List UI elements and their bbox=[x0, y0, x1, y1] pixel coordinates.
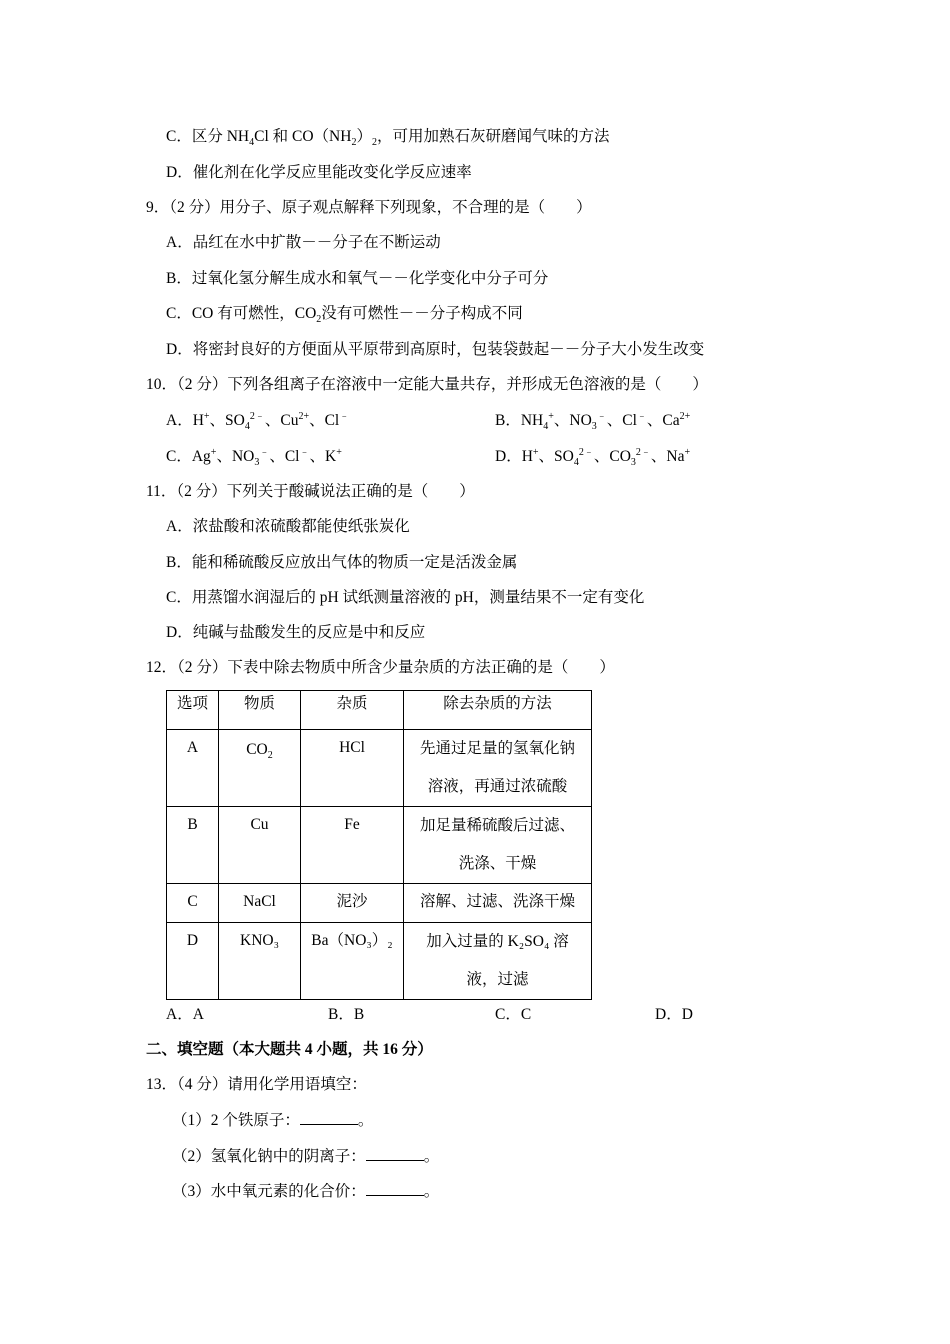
q9-option-a: A．品红在水中扩散－－分子在不断运动 bbox=[166, 234, 441, 251]
answer-blank[interactable] bbox=[366, 1181, 424, 1196]
section-heading: 二、填空题（本大题共 4 小题，共 16 分） bbox=[146, 1041, 433, 1058]
q13-part-2: （2）氢氧化钠中的阴离子： 。 bbox=[172, 1148, 440, 1165]
q12-option-c: C．C bbox=[495, 1006, 532, 1023]
table-row: A $CO_2$ HCl 先通过足量的氢氧化钠 溶液，再通过浓硫酸 bbox=[167, 730, 592, 807]
answer-blank[interactable] bbox=[366, 1146, 424, 1161]
answer-blank[interactable] bbox=[300, 1110, 358, 1125]
q10-option-d: D．H+、$SO_4^{2﹣}$、$CO_3^{2﹣}$、Na+ bbox=[495, 446, 691, 469]
q8-option-c: C．区分 $NH_4Cl$ 和 $CO(NH_2)_2$，可用加熟石灰研磨闻气味的方法 bbox=[166, 128, 610, 149]
q12-option-a: A．A bbox=[166, 1006, 204, 1023]
q12-table bbox=[166, 690, 592, 1000]
table-header: 选项 bbox=[167, 691, 219, 730]
q9-option-b: B．过氧化氢分解生成水和氧气－－化学变化中分子可分 bbox=[166, 270, 549, 287]
q12-option-b: B．B bbox=[328, 1006, 365, 1023]
table-row: B Cu Fe 加足量稀硫酸后过滤、 洗涤、干燥 bbox=[167, 807, 592, 884]
table-header: 杂质 bbox=[301, 691, 404, 730]
q9-option-d: D．将密封良好的方便面从平原带到高原时，包装袋鼓起－－分子大小发生改变 bbox=[166, 341, 705, 358]
q8-option-d: D．催化剂在化学反应里能改变化学反应速率 bbox=[166, 164, 472, 181]
table-row: D KNO₃ Ba（NO₃）₂ 加入过量的 K₂SO₄ 溶 液，过滤 bbox=[167, 923, 592, 1000]
q13-part-3: （3）水中氧元素的化合价： 。 bbox=[172, 1183, 440, 1200]
q10-option-a: A．H+、$SO_4^{2﹣}$、$Cu^{2+}$、Cl﹣ bbox=[166, 410, 350, 433]
q11-option-b: B．能和稀硫酸反应放出气体的物质一定是活泼金属 bbox=[166, 554, 518, 571]
q9-option-c: C．CO 有可燃性，$CO_2$没有可燃性－－分子构成不同 bbox=[166, 305, 523, 326]
q10-option-c: C．Ag+、$NO_3^﹣$、Cl﹣、K+ bbox=[166, 446, 342, 469]
q12-stem: 12．（2 分）下表中除去物质中所含少量杂质的方法正确的是（ ） bbox=[146, 659, 615, 676]
table-header: 除去杂质的方法 bbox=[404, 691, 592, 730]
q12-option-d: D．D bbox=[655, 1006, 693, 1023]
q13-part-1: （1）2 个铁原子： 。 bbox=[172, 1112, 374, 1129]
table-row: C NaCl 泥沙 溶解、过滤、洗涤干燥 bbox=[167, 884, 592, 923]
q11-option-a: A．浓盐酸和浓硫酸都能使纸张炭化 bbox=[166, 518, 410, 535]
table-header: 物质 bbox=[219, 691, 301, 730]
q10-option-b: B．$NH_4^+$、$NO_3^﹣$、Cl﹣、$Ca^{2+}$ bbox=[495, 410, 691, 433]
q13-stem: 13．（4 分）请用化学用语填空： bbox=[146, 1076, 367, 1093]
q11-stem: 11．（2 分）下列关于酸碱说法正确的是（ ） bbox=[146, 483, 475, 500]
q11-option-d: D．纯碱与盐酸发生的反应是中和反应 bbox=[166, 624, 426, 641]
q10-stem: 10．（2 分）下列各组离子在溶液中一定能大量共存，并形成无色溶液的是（ ） bbox=[146, 376, 708, 393]
q11-option-c: C．用蒸馏水润湿后的 pH 试纸测量溶液的 pH，测量结果不一定有变化 bbox=[166, 589, 645, 606]
q9-stem: 9．（2 分）用分子、原子观点解释下列现象，不合理的是（ ） bbox=[146, 199, 592, 216]
